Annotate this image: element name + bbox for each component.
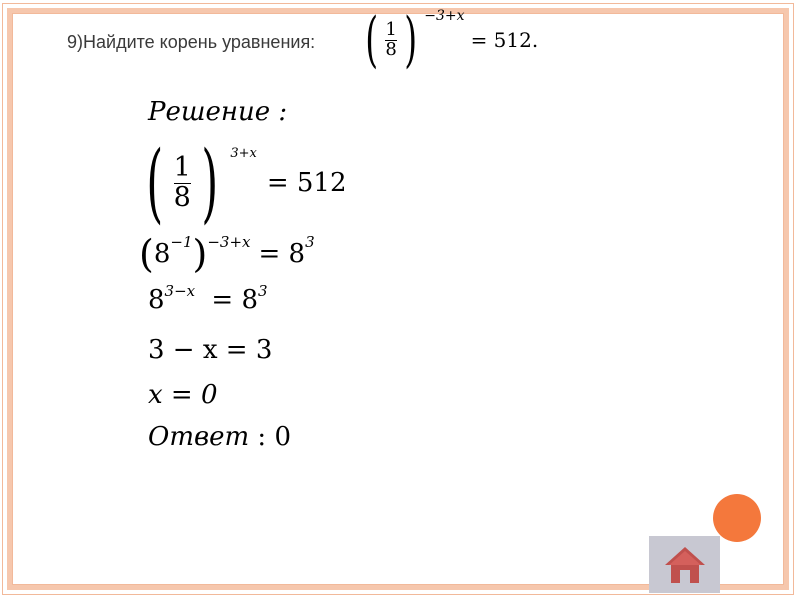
solution-line-2: [139, 232, 315, 276]
equation-rhs: = 512.: [470, 28, 539, 52]
exponent: 3−x: [164, 282, 196, 300]
left-paren: (: [146, 133, 164, 233]
solution-line-1: [138, 133, 347, 233]
right-paren: ): [192, 232, 208, 276]
question: [67, 32, 315, 53]
rhs-base: = 8: [211, 285, 258, 315]
numerator: 1: [173, 152, 191, 184]
exponent: −3+x: [424, 8, 465, 24]
fraction: [174, 154, 191, 212]
slide-frame-inner-line: [12, 13, 784, 585]
solution-line-3: [148, 282, 268, 315]
right-paren: ): [201, 133, 218, 233]
outer-exponent: −3+x: [207, 233, 251, 251]
rhs-exponent: 3: [257, 282, 268, 300]
exponent: 3+x: [230, 145, 257, 161]
rhs-exponent: 3: [305, 233, 315, 251]
answer: [148, 422, 291, 452]
solution-line-4: 3 − x = 3: [148, 335, 273, 365]
inner-exponent: −1: [170, 233, 193, 251]
denominator: 8: [173, 181, 191, 213]
left-paren: (: [139, 232, 154, 276]
numerator: 1: [385, 18, 397, 40]
answer-value: : 0: [257, 422, 291, 452]
home-button[interactable]: [649, 536, 720, 593]
rhs-base: = 8: [258, 239, 306, 269]
question-label: 9)Найдите корень уравнения:: [67, 32, 316, 52]
right-paren: ): [404, 5, 418, 75]
accent-circle: [713, 494, 761, 542]
solution-title: Решение :: [148, 97, 288, 127]
base: 8: [148, 285, 165, 315]
answer-label: Ответ: [148, 422, 250, 452]
solution-line-5: x = 0: [148, 380, 218, 410]
question-equation: [360, 5, 539, 75]
home-icon: [662, 544, 708, 586]
base: 8: [153, 239, 171, 269]
left-paren: (: [365, 5, 379, 75]
denominator: 8: [385, 38, 397, 60]
fraction: [385, 18, 397, 60]
equation-rhs: = 512: [266, 168, 347, 198]
